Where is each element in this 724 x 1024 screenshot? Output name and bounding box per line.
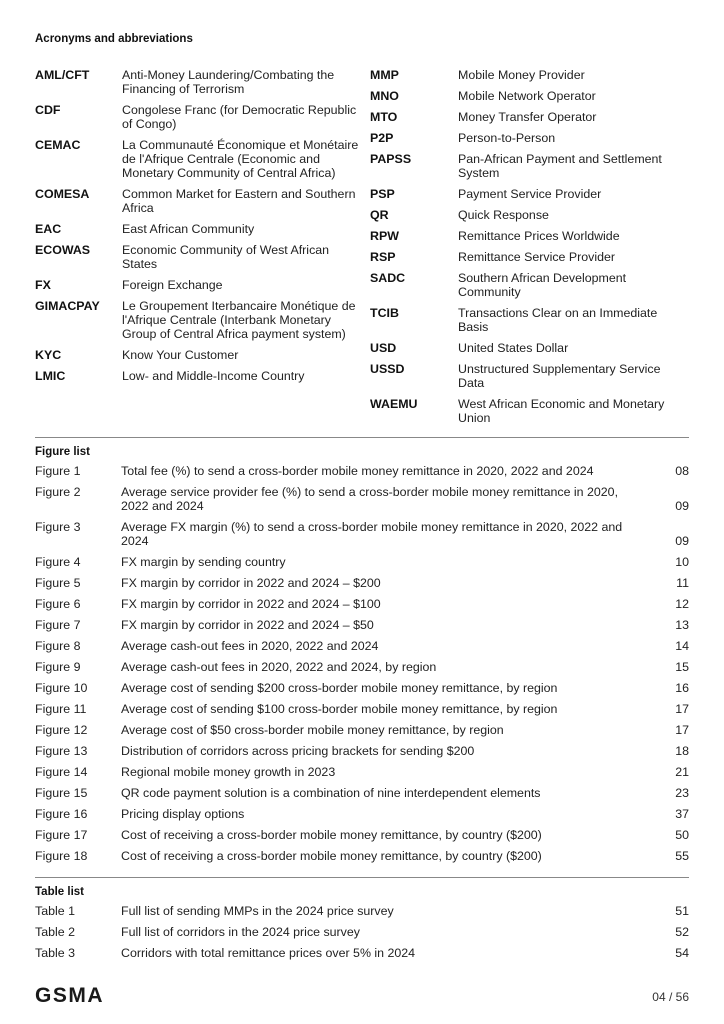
- acronym-term: RPW: [370, 229, 399, 243]
- figure-label: Figure 13: [35, 744, 88, 758]
- figure-caption: Cost of receiving a cross-border mobile money remittance, by country ($200): [121, 849, 542, 863]
- figure-list-item[interactable]: [35, 786, 689, 800]
- acronym-row: [370, 110, 690, 124]
- figure-caption: Distribution of corridors across pricing brackets for sending $200: [121, 744, 475, 758]
- figure-list-item[interactable]: [35, 744, 689, 758]
- figure-label: Figure 5: [35, 576, 81, 590]
- figure-list: [35, 446, 689, 870]
- figure-list-title: Figure list: [35, 446, 90, 458]
- figure-page-number: 12: [675, 597, 689, 611]
- acronym-row: [35, 243, 365, 271]
- figure-label: Figure 7: [35, 618, 81, 632]
- figure-page-number: 23: [675, 786, 689, 800]
- section-divider: [35, 437, 689, 438]
- figure-page-number: 55: [675, 849, 689, 863]
- acronym-definition: Transactions Clear on an Immediate Basis: [458, 306, 658, 334]
- figure-caption: Average cost of sending $200 cross-border mobile money remittance, by region: [121, 681, 558, 695]
- figure-list-item[interactable]: [35, 660, 689, 674]
- figure-page-number: 16: [675, 681, 689, 695]
- table-page-number: 52: [675, 925, 689, 939]
- figure-label: Figure 8: [35, 639, 81, 653]
- acronyms-left-column: [35, 68, 365, 390]
- table-caption: Full list of sending MMPs in the 2024 price survey: [121, 904, 394, 918]
- figure-label: Figure 11: [35, 702, 87, 716]
- figure-list-item[interactable]: [35, 576, 689, 590]
- acronym-row: [370, 271, 690, 299]
- figure-caption: Cost of receiving a cross-border mobile money remittance, by country ($200): [121, 828, 542, 842]
- figure-label: Figure 3: [35, 520, 81, 534]
- acronym-term: LMIC: [35, 369, 66, 383]
- figure-page-number: 21: [675, 765, 689, 779]
- acronym-definition: Foreign Exchange: [122, 278, 223, 292]
- figure-page-number: 37: [675, 807, 689, 821]
- figure-list-item[interactable]: [35, 807, 689, 821]
- figure-caption: FX margin by corridor in 2022 and 2024 – $50: [121, 618, 374, 632]
- figure-label: Figure 2: [35, 485, 81, 499]
- gsma-logo-text: GSMA: [35, 985, 104, 1005]
- acronym-row: [35, 369, 365, 383]
- acronym-term: USD: [370, 341, 397, 355]
- figure-page-number: 13: [675, 618, 689, 632]
- acronym-definition: Payment Service Provider: [458, 187, 602, 201]
- acronym-row: [370, 229, 690, 243]
- table-page-number: 51: [675, 904, 689, 918]
- acronym-term: MTO: [370, 110, 398, 124]
- table-label: Table 2: [35, 925, 75, 939]
- acronym-row: [370, 362, 690, 390]
- acronym-row: [370, 397, 690, 425]
- acronym-definition: Unstructured Supplementary Service Data: [458, 362, 661, 390]
- acronym-row: [370, 250, 690, 264]
- figure-page-number: 09: [675, 499, 689, 513]
- figure-list-item[interactable]: [35, 828, 689, 842]
- acronym-definition: Mobile Network Operator: [458, 89, 596, 103]
- figure-page-number: 10: [675, 555, 689, 569]
- figure-caption: Average service provider fee (%) to send a cross-border mobile money remittance in 2020, 2022 and 2024: [121, 485, 619, 513]
- figure-label: Figure 18: [35, 849, 88, 863]
- acronym-term: FX: [35, 278, 51, 292]
- figure-caption: Average cash-out fees in 2020, 2022 and 2024, by region: [121, 660, 437, 674]
- acronym-term: P2P: [370, 131, 394, 145]
- figure-page-number: 17: [675, 702, 689, 716]
- figure-list-item[interactable]: [35, 520, 689, 548]
- figure-page-number: 15: [675, 660, 689, 674]
- figure-label: Figure 12: [35, 723, 88, 737]
- section-divider: [35, 877, 689, 878]
- acronym-row: [35, 68, 365, 96]
- acronym-term: WAEMU: [370, 397, 418, 411]
- acronym-row: [370, 341, 690, 355]
- figure-page-number: 09: [675, 534, 689, 548]
- acronym-definition: West African Economic and Monetary Union: [458, 397, 665, 425]
- acronym-term: ECOWAS: [35, 243, 91, 257]
- acronym-term: PAPSS: [370, 152, 412, 166]
- figure-list-item[interactable]: [35, 639, 689, 653]
- acronym-definition: Common Market for Eastern and Southern Africa: [122, 187, 356, 215]
- figure-caption: FX margin by corridor in 2022 and 2024 – $200: [121, 576, 381, 590]
- figure-page-number: 50: [675, 828, 689, 842]
- acronym-row: [370, 68, 690, 82]
- acronym-definition: East African Community: [122, 222, 255, 236]
- figure-page-number: 18: [675, 744, 689, 758]
- figure-label: Figure 14: [35, 765, 88, 779]
- figure-caption: Average cost of $50 cross-border mobile money remittance, by region: [121, 723, 504, 737]
- table-list-item[interactable]: [35, 925, 689, 939]
- acronym-term: CDF: [35, 103, 61, 117]
- table-label: Table 1: [35, 904, 75, 918]
- acronym-definition: Economic Community of West African States: [122, 243, 330, 271]
- figure-list-item[interactable]: [35, 723, 689, 737]
- figure-label: Figure 4: [35, 555, 81, 569]
- acronym-definition: Le Groupement Iterbancaire Monétique de l'Afrique Centrale (Interbank Monetary Group of Central Africa payment system): [122, 299, 356, 341]
- table-list-item[interactable]: [35, 904, 689, 918]
- acronyms-right-column: [370, 68, 690, 432]
- acronym-definition: Pan-African Payment and Settlement System: [458, 152, 662, 180]
- acronym-definition: Anti-Money Laundering/Combating the Financing of Terrorism: [122, 68, 335, 96]
- figure-label: Figure 1: [35, 464, 81, 478]
- acronym-definition: Congolese Franc (for Democratic Republic of Congo): [122, 103, 357, 131]
- acronym-term: MNO: [370, 89, 399, 103]
- acronym-row: [370, 208, 690, 222]
- table-list: [35, 886, 689, 967]
- figure-label: Figure 9: [35, 660, 81, 674]
- acronym-definition: United States Dollar: [458, 341, 569, 355]
- gsma-logo: [35, 985, 145, 1005]
- figure-label: Figure 6: [35, 597, 81, 611]
- figure-caption: FX margin by corridor in 2022 and 2024 – $100: [121, 597, 381, 611]
- figure-list-item[interactable]: [35, 485, 689, 513]
- acronym-term: KYC: [35, 348, 62, 362]
- acronym-definition: Mobile Money Provider: [458, 68, 585, 82]
- acronym-definition: Person-to-Person: [458, 131, 556, 145]
- acronym-term: MMP: [370, 68, 399, 82]
- acronym-definition: Low- and Middle-Income Country: [122, 369, 305, 383]
- table-list-item[interactable]: [35, 946, 689, 960]
- figure-caption: FX margin by sending country: [121, 555, 286, 569]
- acronym-term: SADC: [370, 271, 406, 285]
- acronym-term: TCIB: [370, 306, 399, 320]
- figure-label: Figure 17: [35, 828, 88, 842]
- table-caption: Full list of corridors in the 2024 price survey: [121, 925, 360, 939]
- acronym-row: [35, 103, 365, 131]
- figure-label: Figure 10: [35, 681, 88, 695]
- acronym-term: PSP: [370, 187, 395, 201]
- acronym-row: [35, 299, 365, 341]
- acronym-term: EAC: [35, 222, 62, 236]
- figure-caption: Average cash-out fees in 2020, 2022 and 2024: [121, 639, 379, 653]
- figure-caption: Regional mobile money growth in 2023: [121, 765, 336, 779]
- figure-list-item[interactable]: [35, 765, 689, 779]
- figure-page-number: 14: [675, 639, 689, 653]
- acronym-definition: Remittance Prices Worldwide: [458, 229, 620, 243]
- figure-caption: Total fee (%) to send a cross-border mobile money remittance in 2020, 2022 and 2024: [121, 464, 594, 478]
- acronym-term: USSD: [370, 362, 405, 376]
- figure-caption: QR code payment solution is a combination of nine interdependent elements: [121, 786, 541, 800]
- document-page: [35, 0, 689, 1024]
- acronym-term: RSP: [370, 250, 396, 264]
- figure-list-item[interactable]: [35, 849, 689, 863]
- acronym-definition: Remittance Service Provider: [458, 250, 616, 264]
- acronym-definition: Quick Response: [458, 208, 549, 222]
- figure-list-item[interactable]: [35, 618, 689, 632]
- figure-page-number: 08: [675, 464, 689, 478]
- acronym-term: AML/CFT: [35, 68, 90, 82]
- acronym-row: [35, 138, 365, 180]
- figure-caption: Pricing display options: [121, 807, 245, 821]
- acronym-row: [35, 187, 365, 215]
- figure-list-item[interactable]: [35, 464, 689, 478]
- figure-list-item[interactable]: [35, 597, 689, 611]
- acronym-definition: Know Your Customer: [122, 348, 239, 362]
- acronym-row: [35, 222, 365, 236]
- table-caption: Corridors with total remittance prices over 5% in 2024: [121, 946, 416, 960]
- figure-caption: Average FX margin (%) to send a cross-border mobile money remittance in 2020, 2022 and 2024: [121, 520, 623, 548]
- figure-page-number: 11: [676, 576, 689, 590]
- acronym-definition: Money Transfer Operator: [458, 110, 597, 124]
- figure-label: Figure 15: [35, 786, 88, 800]
- acronym-row: [370, 306, 690, 334]
- page-number: 04 / 56: [652, 990, 689, 1004]
- acronym-row: [370, 152, 690, 180]
- figure-label: Figure 16: [35, 807, 88, 821]
- acronym-row: [370, 131, 690, 145]
- table-page-number: 54: [675, 946, 689, 960]
- figure-list-item[interactable]: [35, 681, 689, 695]
- acronym-row: [370, 89, 690, 103]
- acronym-definition: La Communauté Économique et Monétaire de l'Afrique Centrale (Economic and Monetary Community of Central Africa): [122, 138, 359, 180]
- table-label: Table 3: [35, 946, 75, 960]
- acronym-term: QR: [370, 208, 389, 222]
- acronyms-title: Acronyms and abbreviations: [35, 33, 193, 45]
- figure-list-item[interactable]: [35, 702, 689, 716]
- acronym-term: GIMACPAY: [35, 299, 100, 313]
- acronym-row: [35, 348, 365, 362]
- acronym-definition: Southern African Development Community: [458, 271, 627, 299]
- figure-list-item[interactable]: [35, 555, 689, 569]
- acronym-term: COMESA: [35, 187, 90, 201]
- figure-page-number: 17: [675, 723, 689, 737]
- table-list-title: Table list: [35, 886, 84, 898]
- acronym-row: [370, 187, 690, 201]
- acronym-term: CEMAC: [35, 138, 81, 152]
- figure-caption: Average cost of sending $100 cross-border mobile money remittance, by region: [121, 702, 558, 716]
- acronym-row: [35, 278, 365, 292]
